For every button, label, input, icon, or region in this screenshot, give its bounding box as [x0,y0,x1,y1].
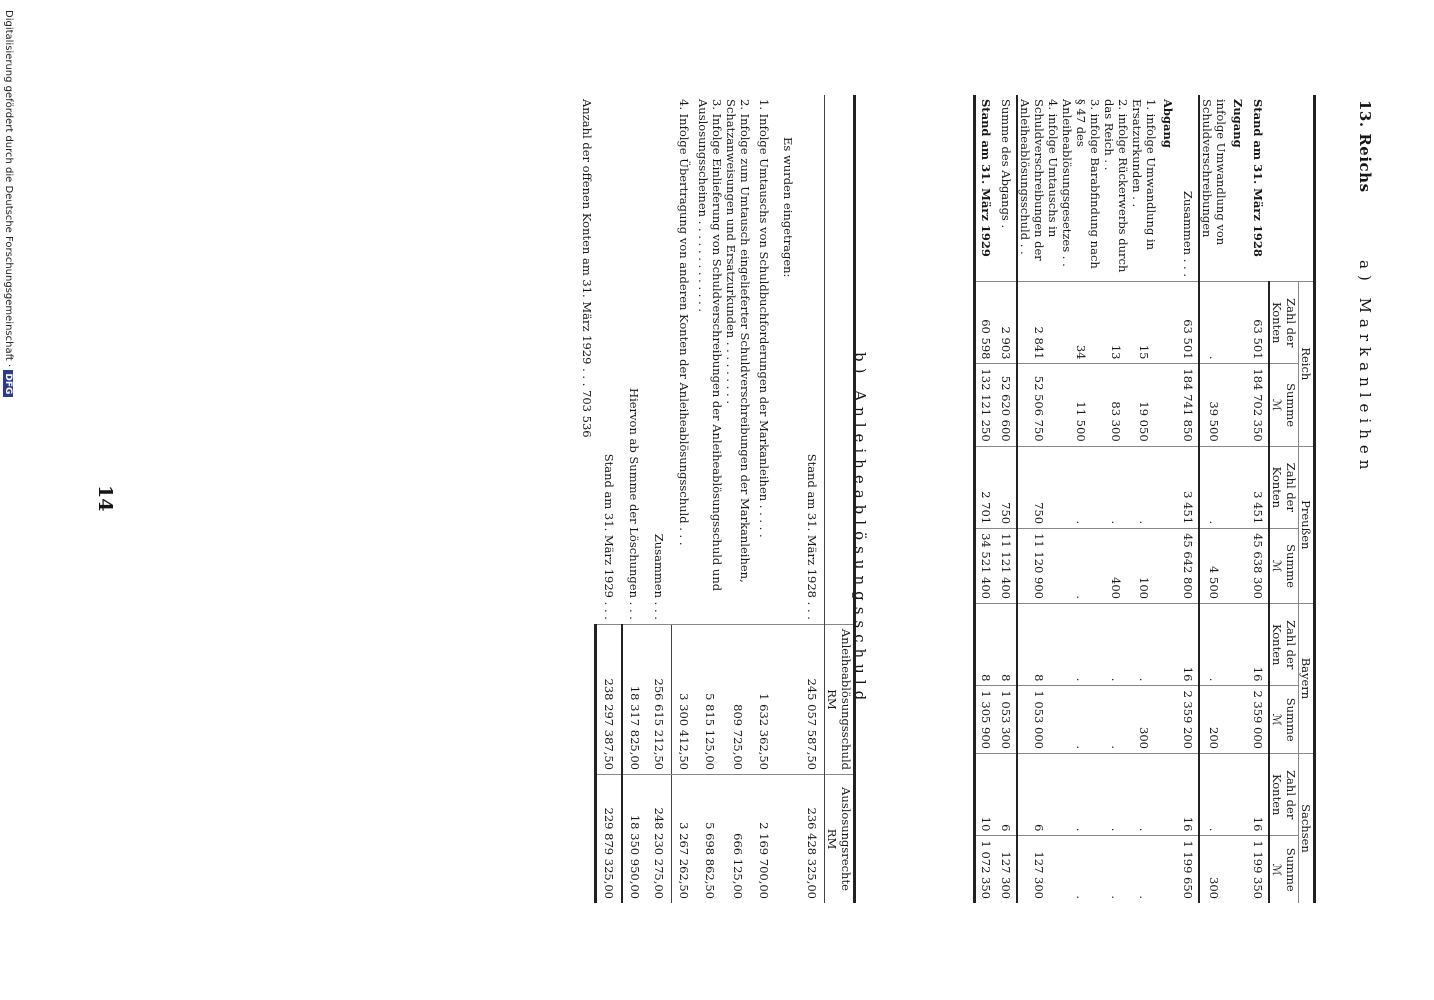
table-cell [1228,446,1248,528]
label-column-header [825,95,855,624]
table-cell: 1 199 350 [1248,836,1269,903]
table-cell: . [1130,836,1158,903]
table-row [1130,95,1158,903]
table-cell: . [1199,282,1228,364]
row-label: Zugang [1231,99,1245,148]
table-cell: 15 [1130,282,1158,364]
table-cell: 229 879 325,00 [596,775,623,904]
table-cell: 83 300 [1102,364,1130,446]
table-cell: 1 632 362,50 [752,624,776,774]
table-cell: 6 [1017,753,1060,835]
table-cell: . [1102,836,1130,903]
table-cell: 2 701 [975,446,997,528]
group-header-bayern: Bayern [1299,603,1315,753]
table-cell: 238 297 387,50 [596,624,623,774]
row-label: Stand am 31. März 1929 [975,95,997,282]
table-row [696,95,724,903]
table-cell: 52 506 750 [1017,364,1060,446]
row-label: 3. Infolge Einlieferung von Schuldverschreibungen der Anleiheablösungsschuld und Auslosungsscheinen . . . . . . . . . . . . . [696,99,724,592]
column-title: Summe [1284,847,1298,892]
column-header-auslosungsrechte [825,775,855,904]
currency-symbol: ℳ [1270,863,1284,876]
table-cell: 127 300 [1017,836,1060,903]
row-label: 2. Infolge zum Umtausch eingelieferter Schuldverschreibungen der Markanleihen, Schatzanweisungen und Ersatzurkunden . . . . . . . . . [724,99,752,583]
row-label: 1. Infolge Umtauschs von Schuldbuchforderungen der Markanleihen . . . . . [757,99,771,538]
table-cell: . [1130,753,1158,835]
table-cell: . [1060,529,1102,604]
column-header-anleiheabloesungsschuld [825,624,855,774]
group-header-sachsen: Sachsen [1299,753,1315,903]
footnote-row [580,95,596,903]
markanleihen-table [973,95,1316,903]
table-row [776,95,800,903]
column-title: Summe [1284,544,1298,588]
table-row [647,95,672,903]
table-cell [1228,603,1248,685]
group-header-reich: Reich [1299,282,1315,447]
table-cell: . [1102,753,1130,835]
footnote [580,95,596,903]
column-header-count: Zahl der Konten [1269,603,1299,685]
row-label: Stand am 31. März 1928 [1251,99,1266,257]
table-cell: 19 050 [1130,364,1158,446]
table-cell: 8 [996,603,1017,685]
row-label: Hiervon ab Summe der Löschungen . . . [627,388,642,620]
table-cell: 1 072 350 [975,836,997,903]
table-cell: . [1102,446,1130,528]
row-label: Summe des Abgangs . [996,95,1017,282]
column-header-count: Zahl der Konten [1269,282,1299,364]
table-cell [1228,753,1248,835]
section-heading: 13. Reichs [1356,100,1374,193]
table-cell: . [1199,603,1228,685]
table-cell: 400 [1102,529,1130,604]
table-cell: 1 053 300 [996,686,1017,754]
currency-symbol: RM [825,828,839,850]
table-cell: 16 [1178,603,1199,685]
table-cell: 184 702 350 [1248,364,1269,446]
table-cell: 60 598 [975,282,997,364]
table-cell: 750 [996,446,1017,528]
column-header-sum [1269,364,1299,446]
column-header-sum [1269,686,1299,754]
column-header-sum [1269,836,1299,903]
table-cell [1158,686,1178,754]
table-cell: 4 500 [1199,529,1228,604]
table-cell: 11 120 900 [1017,529,1060,604]
table-cell [1228,686,1248,754]
table-row [1248,95,1269,903]
table-cell: . [1060,603,1102,685]
row-label: Abgang [1161,99,1175,148]
table-row [752,95,776,903]
table-cell: 11 121 400 [996,529,1017,604]
page-number: 14 [94,485,116,512]
column-title: Summe [1284,383,1298,427]
table-cell: 45 642 800 [1178,529,1199,604]
row-label: 1. infolge Umwandlung in Ersatzurkunden . . [1130,99,1158,251]
table-cell: 100 [1130,529,1158,604]
table-cell [1158,282,1178,364]
table-cell: 16 [1178,753,1199,835]
table-row [1102,95,1130,903]
currency-symbol: RM [825,689,839,710]
currency-symbol: ℳ [1270,713,1284,726]
table-cell: . [1199,753,1228,835]
table-cell: 18 350 950,00 [622,775,647,904]
row-label: Es wurden eingetragen: [781,137,795,278]
table-cell: 666 125,00 [724,775,752,904]
table-cell [1228,364,1248,446]
label-column-header [1269,95,1315,282]
table-row [724,95,752,903]
table-cell: 11 500 [1060,364,1102,446]
table-cell: 2 903 [996,282,1017,364]
table-row [1017,95,1060,903]
table-row [1228,95,1248,903]
row-label: Zusammen . . . [652,533,667,620]
table-cell: 5 815 125,00 [696,624,724,774]
table-cell: 2 841 [1017,282,1060,364]
table-cell: 13 [1102,282,1130,364]
table-cell: 16 [1248,603,1269,685]
dfg-logo: DFG [3,370,13,397]
table-cell: 750 [1017,446,1060,528]
watermark-text: Digitalisierung gefördert durch die Deutsche Forschungsgemeinschaft · [3,10,14,371]
table-cell: 809 725,00 [724,624,752,774]
table-cell [1228,836,1248,903]
table-cell: 132 121 250 [975,364,997,446]
table-cell: 127 300 [996,836,1017,903]
table-row [800,95,825,903]
table-cell: . [1060,446,1102,528]
table-cell: 300 [1130,686,1158,754]
table-cell: 8 [975,603,997,685]
table-cell: 63 501 [1178,282,1199,364]
table-cell [1158,603,1178,685]
table-cell: 2 169 700,00 [752,775,776,904]
row-label: 4. infolge Umtauschs in Schuldverschreibungen der Anleiheablösungsschuld . . [1018,99,1060,261]
table-cell: 3 267 262,50 [672,775,697,904]
table-cell: 200 [1199,686,1228,754]
table-cell: 34 [1060,282,1102,364]
subsection-a-title: a) Markanleihen [1356,260,1374,476]
table-cell: 10 [975,753,997,835]
anleiheabloesungsschuld-table-body [596,95,825,903]
table-cell: . [1060,686,1102,754]
table-cell: 2 359 200 [1178,686,1199,754]
table-cell [1158,836,1178,903]
table-row [622,95,647,903]
column-header-count: Zahl der Konten [1269,753,1299,835]
table-cell: . [1060,836,1102,903]
table-cell: 8 [1017,603,1060,685]
row-label: infolge Umwandlung von Schuldverschreibungen [1200,99,1228,246]
column-title: Auslosungsrechte [839,787,853,891]
table-row [1178,95,1199,903]
anleiheabloesungsschuld-table [580,95,856,903]
table-header-row [825,95,855,903]
row-label: 4. Infolge Übertragung von anderen Konten der Anleiheablösungsschuld . . . [676,99,691,546]
table-cell: 6 [996,753,1017,835]
markanleihen-table-body [975,95,1270,903]
table-cell: 39 500 [1199,364,1228,446]
column-title: Summe [1284,697,1298,742]
table-cell: 63 501 [1248,282,1269,364]
table-cell: 16 [1248,753,1269,835]
table-cell: 245 057 587,50 [800,624,825,774]
table-cell: 3 300 412,50 [672,624,697,774]
table-cell [1158,529,1178,604]
table-row [596,95,623,903]
footnote-label: Anzahl der offenen Konten am 31. März 1929 . . . [580,99,594,387]
row-label: Zusammen . . . [1178,95,1199,282]
table-row [1199,95,1228,903]
table-cell: 52 620 600 [996,364,1017,446]
column-title: Anleiheablösungsschuld [839,628,853,770]
table-row [1060,95,1102,903]
table-row [1158,95,1178,903]
table-row [975,95,997,903]
table-cell: . [1102,603,1130,685]
table-cell: 1 053 000 [1017,686,1060,754]
table-group-header-row [1299,95,1315,903]
table-cell: . [1102,686,1130,754]
table-cell [1158,753,1178,835]
table-cell: 2 359 000 [1248,686,1269,754]
table-cell [1158,446,1178,528]
table-cell: . [1130,446,1158,528]
row-label: 2. infolge Rückerwerbs durch das Reich . . [1102,99,1130,273]
table-cell [776,775,800,904]
group-header-preussen: Preußen [1299,446,1315,603]
table-cell [1158,364,1178,446]
table-cell: 256 615 212,50 [647,624,672,774]
table-row [672,95,697,903]
table-cell: . [1060,753,1102,835]
footnote-value: 703 536 [580,390,594,438]
table-cell: 3 451 [1178,446,1199,528]
table-cell: 236 428 325,00 [800,775,825,904]
table-cell: 1 305 900 [975,686,997,754]
column-header-sum [1269,529,1299,604]
table-cell [1228,282,1248,364]
table-cell: 184 741 850 [1178,364,1199,446]
column-header-count: Zahl der Konten [1269,446,1299,528]
currency-symbol: ℳ [1270,398,1284,412]
table-cell: . [1199,446,1228,528]
table-cell: 34 521 400 [975,529,997,604]
digitization-watermark [3,10,14,395]
table-cell: . [1130,603,1158,685]
table-cell [776,624,800,774]
row-label: Stand am 31. März 1928 . . . [805,453,819,620]
table-cell: 248 230 275,00 [647,775,672,904]
table-cell: 18 317 825,00 [622,624,647,774]
table-cell [1228,529,1248,604]
table-cell: 1 199 650 [1178,836,1199,903]
table-cell: 45 638 300 [1248,529,1269,604]
table-cell: 3 451 [1248,446,1269,528]
table-cell: 300 [1199,836,1228,903]
currency-symbol: ℳ [1270,559,1284,573]
subsection-b-title: b) Anleiheablösungsschuld [851,352,869,707]
table-cell: 5 698 862,50 [696,775,724,904]
row-label: Stand am 31. März 1929 . . . [601,453,616,620]
table-row [996,95,1017,903]
row-label: 3. infolge Barabfindung nach § 47 des Anleiheablösungsgesetzes . . [1060,99,1102,269]
